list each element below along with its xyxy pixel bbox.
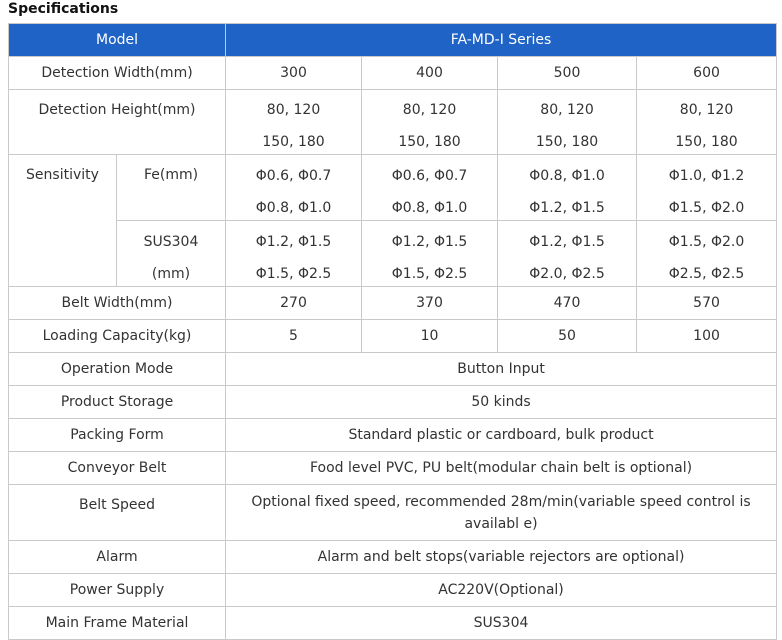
row-label: Sensitivity xyxy=(9,155,117,287)
cell-line: Φ1.0, Φ1.2 xyxy=(668,167,745,184)
table-header-row xyxy=(9,24,777,57)
table-cell: SUS304 xyxy=(226,607,777,640)
row-label: Product Storage xyxy=(9,386,226,419)
table-cell: 570 xyxy=(637,287,777,320)
table-cell: 370 xyxy=(362,287,498,320)
model-header: Model xyxy=(9,24,226,57)
table-row xyxy=(9,485,777,541)
cell-line: 80, 120 xyxy=(266,102,321,118)
cell-line: 150, 180 xyxy=(675,134,738,150)
table-cell: 600 xyxy=(637,57,777,90)
cell-line: 80, 120 xyxy=(402,102,457,118)
table-row xyxy=(9,607,777,640)
cell-line: Φ1.5, Φ2.5 xyxy=(255,265,332,282)
cell-line: Φ1.2, Φ1.5 xyxy=(391,233,468,250)
table-row xyxy=(9,155,777,221)
table-cell xyxy=(637,221,777,287)
cell-line: Φ2.5, Φ2.5 xyxy=(668,265,745,282)
table-cell xyxy=(362,155,498,221)
table-cell xyxy=(362,90,498,155)
cell-line: Φ1.5, Φ2.0 xyxy=(668,233,745,250)
specifications-table xyxy=(8,23,777,640)
cell-line: Φ0.6, Φ0.7 xyxy=(391,167,468,184)
table-row xyxy=(9,57,777,90)
table-row xyxy=(9,574,777,607)
cell-line: 80, 120 xyxy=(540,102,594,118)
cell-line: SUS304 xyxy=(143,233,199,250)
table-cell xyxy=(362,221,498,287)
table-cell: Alarm and belt stops(variable rejectors are optional) xyxy=(226,541,777,574)
table-row xyxy=(9,353,777,386)
table-row xyxy=(9,541,777,574)
table-cell xyxy=(498,155,637,221)
row-label: Detection Height(mm) xyxy=(9,90,226,155)
table-cell: Button Input xyxy=(226,353,777,386)
cell-line: Φ0.8, Φ1.0 xyxy=(391,199,468,216)
table-cell: 5 xyxy=(226,320,362,353)
row-label: Detection Width(mm) xyxy=(9,57,226,90)
cell-line: Φ1.5, Φ2.5 xyxy=(391,265,468,282)
cell-line: 150, 180 xyxy=(262,134,325,150)
belt-speed-text: Optional fixed speed, recommended 28m/min(variable speed control is availabl e) xyxy=(251,493,751,532)
table-row xyxy=(9,90,777,155)
table-cell: AC220V(Optional) xyxy=(226,574,777,607)
table-row xyxy=(9,386,777,419)
row-label: Loading Capacity(kg) xyxy=(9,320,226,353)
table-cell xyxy=(637,155,777,221)
cell-line: Φ1.2, Φ1.5 xyxy=(529,233,605,250)
cell-line: Φ0.8, Φ1.0 xyxy=(529,167,605,184)
table-cell xyxy=(226,485,777,541)
table-row xyxy=(9,221,777,287)
row-label: Operation Mode xyxy=(9,353,226,386)
table-cell xyxy=(637,90,777,155)
cell-line: Φ2.0, Φ2.5 xyxy=(529,265,605,282)
table-cell xyxy=(498,221,637,287)
table-cell xyxy=(226,90,362,155)
series-header: FA-MD-I Series xyxy=(226,24,777,57)
table-cell: 300 xyxy=(226,57,362,90)
cell-line: 80, 120 xyxy=(679,102,734,118)
page-title: Specifications xyxy=(8,1,119,17)
table-cell: 400 xyxy=(362,57,498,90)
table-cell xyxy=(498,90,637,155)
table-cell: Standard plastic or cardboard, bulk product xyxy=(226,419,777,452)
table-cell: 270 xyxy=(226,287,362,320)
table-cell: 470 xyxy=(498,287,637,320)
row-label: Packing Form xyxy=(9,419,226,452)
row-label: Power Supply xyxy=(9,574,226,607)
cell-line: (mm) xyxy=(151,265,191,282)
cell-line: 150, 180 xyxy=(398,134,461,150)
table-row xyxy=(9,320,777,353)
cell-line: Φ0.8, Φ1.0 xyxy=(255,199,332,216)
cell-line: Φ1.2, Φ1.5 xyxy=(255,233,332,250)
row-label: Belt Width(mm) xyxy=(9,287,226,320)
cell-line: Φ1.2, Φ1.5 xyxy=(529,199,605,216)
table-row xyxy=(9,287,777,320)
row-label: Belt Speed xyxy=(9,485,226,541)
sub-row-label xyxy=(117,221,226,287)
table-cell: Food level PVC, PU belt(modular chain belt is optional) xyxy=(226,452,777,485)
cell-line: Φ1.5, Φ2.0 xyxy=(668,199,745,216)
table-cell: 100 xyxy=(637,320,777,353)
row-label: Main Frame Material xyxy=(9,607,226,640)
cell-line: Φ0.6, Φ0.7 xyxy=(255,167,332,184)
table-cell: 10 xyxy=(362,320,498,353)
table-row xyxy=(9,452,777,485)
row-label: Alarm xyxy=(9,541,226,574)
table-cell: 50 xyxy=(498,320,637,353)
table-row xyxy=(9,419,777,452)
table-cell: 50 kinds xyxy=(226,386,777,419)
table-cell: 500 xyxy=(498,57,637,90)
cell-line: 150, 180 xyxy=(535,134,599,150)
row-label: Conveyor Belt xyxy=(9,452,226,485)
sub-row-label: Fe(mm) xyxy=(117,155,226,221)
table-cell xyxy=(226,155,362,221)
table-cell xyxy=(226,221,362,287)
